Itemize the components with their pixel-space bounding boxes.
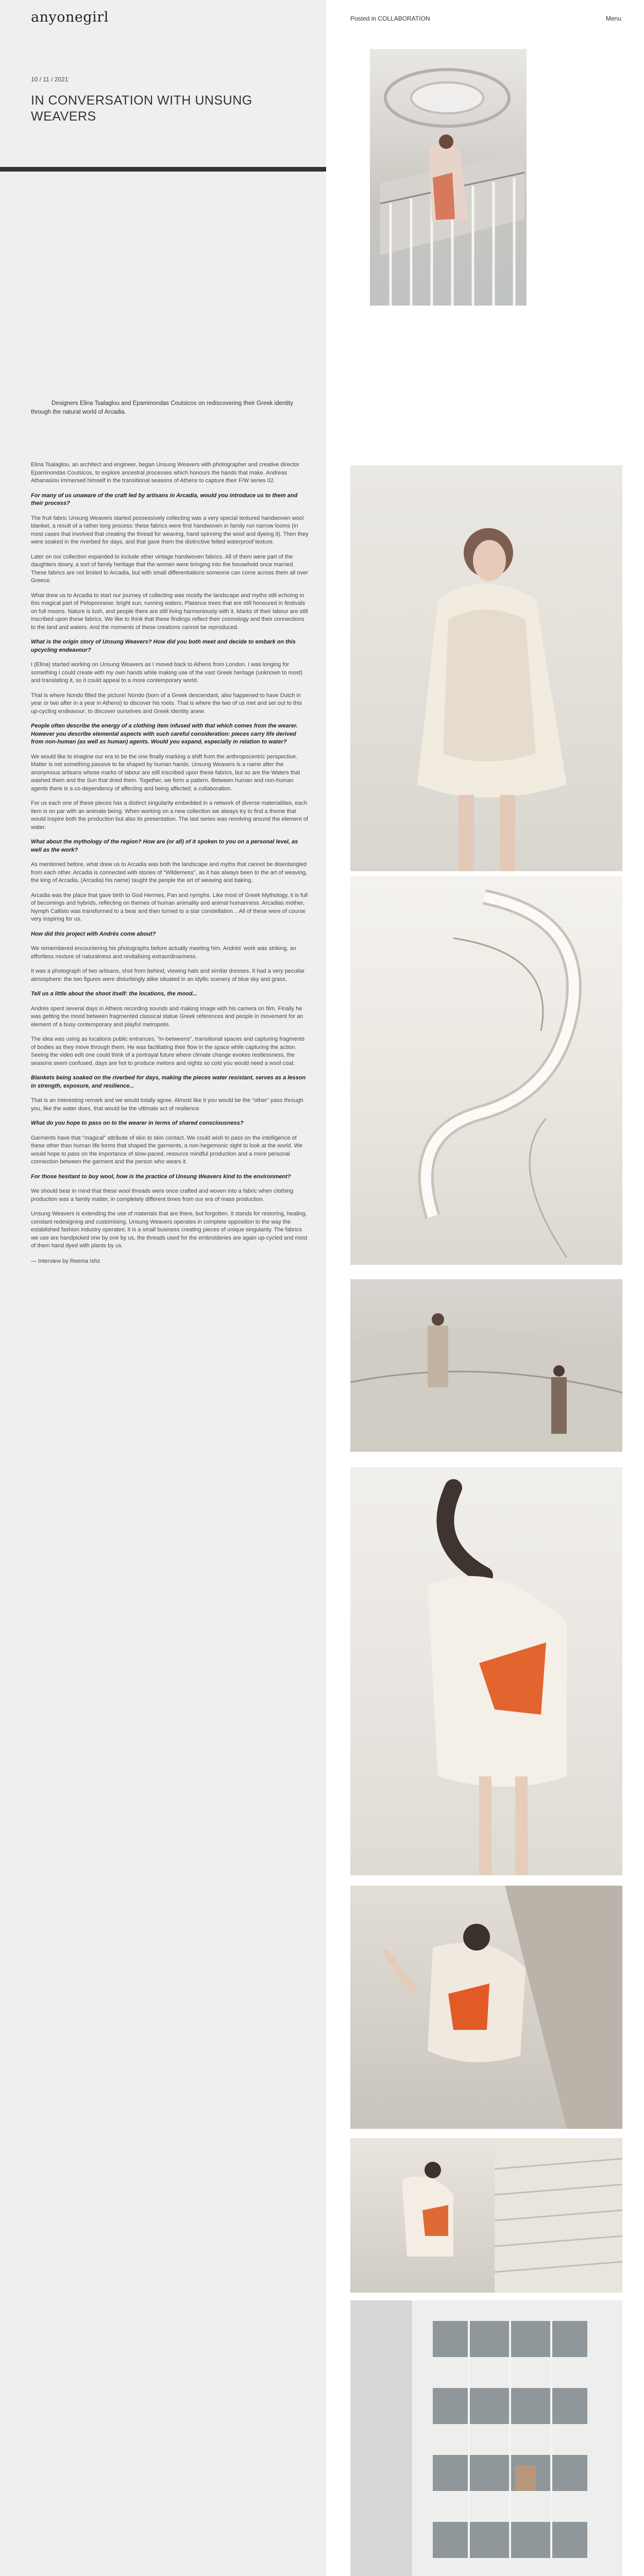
photo-stair-walk [350,1279,622,1452]
interview-question: For many of us unaware of the craft led by artisans in Arcadia, would you introduce us to them and their process? [31,492,298,506]
post-date: 10 / 11 / 2021 [31,76,69,83]
photo-cream-coat [350,465,622,871]
site-logo[interactable]: anyonegirl [31,9,109,25]
article-paragraph: What drew us to Arcadia to start our journey of collecting was mostly the landscape and myths still echoing in this magical part of Peloponnese: bright sun, running waters, Platanus trees that are still honoured in festivals on full moons. Nature is lush, and people there are still living harmoniously with it. Marks of their labour are still inscribed upon these fabrics. We like to think that these findings reflect their cosmology and their connections to the land and waters. And the moments of these creations cannot be reproduced. [31,592,308,631]
photo-staircase-top [370,49,527,306]
article-paragraph: Andrés spent several days in Athens recording sounds and making image with his camera on film. Finally he was getting the mood between fragmented classical statue Greek references and people in movement for an element of a busy contemporary and playful metropolis. [31,1005,303,1028]
photo-raised-arm [350,1467,622,1875]
article-paragraph: That is an interesting remark and we would totally agree. Almost like it you would be the "other" pass through you, like the water does, that would be the ultimate act of resilience. [31,1097,303,1112]
photo-stair-landing [350,2138,622,2293]
article-paragraph: For us each one of these pieces has a distinct singularity embedded in a network of diverse materialities, each item is on par with an animate being. When working on a new collection we always try to find a theme that would inspire both the production but also its presentation. The last series was revolving around the element of water. [31,800,308,831]
photo-escalator [350,1886,622,2129]
article-paragraph: We remembered encountering his photographs before actually meeting him. Andrés' work was striking, an effortless mixture of naturalness and revitalising extraordinariness. [31,945,296,960]
menu-button[interactable]: Menu [606,15,622,22]
article-paragraph: As mentioned before, what drew us to Arcadia was both the landscape and myths that cannot be disentangled from each other. Arcadia is connected with stories of "Wilderness", as it has always been to the art of weaving, the king of Arcadia, (Arcadia) his name) taught the people the art of weaving and baking. [31,861,308,884]
article-body [31,461,309,1272]
article-paragraph: I (Elina) started working on Unsung Weavers as I moved back to Athens from London. I was longing for something I could create with my own hands while making use of the vast Greek heritage (unknown to most) and translating it, so it could appeal to a more contemporary world. [31,662,303,684]
interview-question: Tell us a little about the shoot itself: the locations, the mood... [31,991,197,997]
article-paragraph: That is where Nondo filled the picture! Nondo (born of a Greek descendant, also happened to have Dutch in year or two after in a year in Athens) to discover his roots. That is where the two of us met and set out to this up-cycling endeavour; to discover ourselves and Greek identity anew. [31,692,302,715]
article-paragraph: The fruit fabric Unsung Weavers started possessively collecting was a very special textured handwoven wool blanket, a result of a rather long process: these fabrics were first handwoven in family run narrow looms (in most cases that involved that creating the thread for weaving, hand spinning the wool and dyeing it). Then they were soaked in the riverbed for days, and that gave them the distinctive felted waterproof texture. [31,515,309,545]
interview-question: What is the origin story of Unsung Weavers? How did you both meet and decide to embark on this upcycling endeavour? [31,639,296,653]
article-paragraph: Unsung Weavers is extending the use of materials that are there, but forgotten. It stands for restoring, healing, constant redesigning and customising. Unsung Weavers operates in complete opposition to the way the established fashion industry operates; it is a small business creating pieces of unique singularity. The fabrics we use are handpicked one by one by us, the threads used for the embroideries are again up-cycled and most of them hand dyed with plants by us. [31,1211,308,1249]
interview-question: What do you hope to pass on to the wearer in terms of shared consciousness? [31,1120,244,1126]
photo-escalator-art [350,1886,622,2129]
article-paragraph: We should bear in mind that these wool threads were once crafted and woven into a fabric when clothing production was a family matter, in completely different times from our era of mass production. [31,1188,294,1202]
post-title: IN CONVERSATION WITH UNSUNG WEAVERS [31,93,252,124]
photo-staircase-top-art [370,49,527,306]
article-paragraph: It was a photograph of two artisans, shot from behind, viewing hats and similar dresses. It had a very peculiar atmosphere: the two figures were disturbingly alike situated in an idyllic scenery of blue sky and grass. [31,968,305,982]
article-paragraph: We would like to imagine our era to be the one finally marking a shift from the anthropocentric perspective. Matter is not something passive to be shaped by human hands. Unsung Weavers is a name after the anonymous artisans whose marks of labour are still inscribed upon these fabrics, but so are the Waters that washed them and the Sun that dried them. Together, we form a pattern. Between human and non-human agents there is a co-dependency of affecting and being affected; a collaboration. [31,753,300,792]
interview-credit: — Interview by Reema Ishz [31,1258,100,1264]
article-paragraph: The idea was using as locations public entrances, "in-betweens", transitional spaces and capturing fragments of bodies as they move through them. He was facilitating their flow in the space while capturing the action. Seeing the video edit one could think of a portrayal future where climate change evokes restlessness, the seasons seem confused, days are hot to produce melons and nights so cold you would need a wool coat. [31,1036,305,1066]
interview-question: For those hesitant to buy wool, how is the practice of Unsung Weavers kind to the environment? [31,1173,291,1180]
photo-spiral-stair [350,876,622,1265]
interview-question: Blankets being soaked on the riverbed for days, making the pieces water resistant, serves as a lesson in strength, exposure, and resilience... [31,1075,306,1089]
article-paragraph: Elina Tsalaglou, an architect and engineer, began Unsung Weavers with photographer and creative director Epaminondas Coutsicos, to explore ancestral processes which honours the hands that make. Andreas Athanasiou immersed himself in the transitional seasons of Athens to capture their F/W series 02. [31,462,300,484]
article-paragraph: Arcadia was the place that gave birth to God Hermes, Pan and nymphs. Like most of Greek Mythology, it is full of becomings and hybrids, reflecting on themes of human animality and animal humanness. Arcadias mother, Nymph Callisto was transformed to a bear and then turned to a star constellation... All of these were of course very inspiring for us. [31,892,308,922]
title-divider-bar [0,167,326,172]
article-paragraph: Garments have that "magical" attribute of skin to skin contact. We could wish to pass on the intelligence of these other than human life forms that shaped the garments, a non-hegemonic sight to look at the world. We would hope to pass on the importance of slow-paced, resource mindful production and a more personal connection between the garment and the person who wears it. [31,1134,302,1165]
photo-building-facade-art [350,2300,622,2576]
post-lede: Designers Elina Tsalaglou and Epaminondas Coutsicos on rediscovering their Greek identity through the natural world of Arcadia. [31,400,293,415]
photo-cream-coat-art [350,465,622,871]
photo-stair-walk-art [350,1279,622,1452]
photo-raised-arm-art [350,1467,622,1875]
posted-in-link[interactable]: Posted in COLLABORATION [350,15,430,22]
article-paragraph: Later on our collection expanded to include other vintage handwoven fabrics. All of them were part of the daughters dowry, a sort of family heritage that the women were bringing into the household once married. These fabrics are not limited to Arcadia, but with small differentiations someone can come across them all over Greece. [31,553,308,584]
photo-spiral-stair-art [350,876,622,1265]
interview-question: How did this project with Andrés come about? [31,930,156,937]
photo-building-facade [350,2300,622,2576]
photo-stair-landing-art [350,2138,622,2293]
interview-question: What about the mythology of the region? How are (or all) of it spoken to you on a personal level, as well as the work? [31,839,298,853]
interview-question: People often describe the energy of a clothing item infused with that which comes from the wearer. However you describe elemental aspects with such careful consideration: pieces carry life derived from non-human (as well as human) agents. Would you expand, especially in relation to water? [31,723,298,745]
